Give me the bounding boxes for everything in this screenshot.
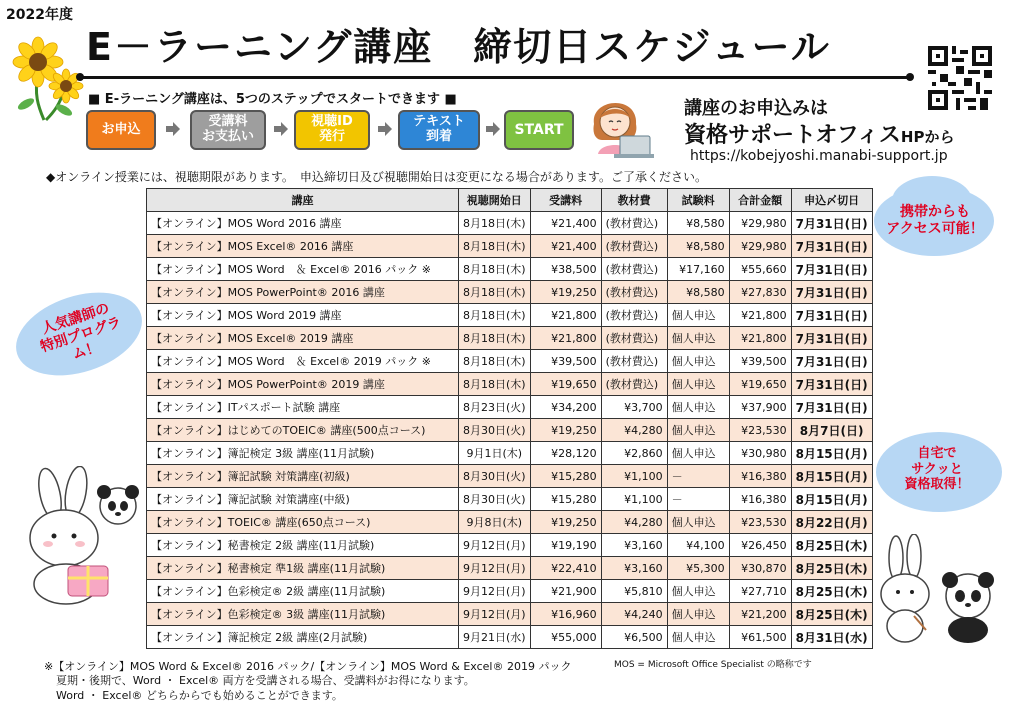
notice-text: ◆オンライン授業には、視聴期限があります。 申込締切日及び視聴開始日は変更になる場合があります。ご了承ください。 xyxy=(46,170,707,184)
cell-deadline: 8月25日(木) xyxy=(791,580,872,603)
cell-tuition: ¥21,400 xyxy=(530,212,601,235)
rabbit-panda-illustration xyxy=(20,466,146,606)
table-row xyxy=(147,419,873,442)
cell-total: ¥16,380 xyxy=(729,488,791,511)
cell-material: ¥2,860 xyxy=(601,442,667,465)
cell-exam-fee: 個人申込 xyxy=(667,419,729,442)
footnote-line-2: 夏期・後期で、Word ・ Excel® 両方を受講される場合、受講料がお得になります。 xyxy=(56,674,475,688)
cell-tuition: ¥15,280 xyxy=(530,488,601,511)
cell-total: ¥30,980 xyxy=(729,442,791,465)
step-label: 視聴ID 発行 xyxy=(311,114,353,144)
table-row xyxy=(147,258,873,281)
table-row xyxy=(147,580,873,603)
footnote-line-3: Word ・ Excel® どちらからでも始めることができます。 xyxy=(56,688,343,702)
cell-deadline: 8月25日(木) xyxy=(791,603,872,626)
cell-start-date: 8月18日(木) xyxy=(459,327,531,350)
cell-material: ¥4,280 xyxy=(601,419,667,442)
cell-total: ¥61,500 xyxy=(729,626,791,649)
mos-note: MOS = Microsoft Office Specialist の略称です xyxy=(614,660,812,670)
schedule-table xyxy=(146,188,873,649)
cell-material: (教材費込) xyxy=(601,212,667,235)
cell-exam-fee: ¥8,580 xyxy=(667,235,729,258)
arrow-right-icon xyxy=(166,122,180,136)
cell-tuition: ¥22,410 xyxy=(530,557,601,580)
cell-material: ¥4,240 xyxy=(601,603,667,626)
cell-start-date: 8月30日(火) xyxy=(459,419,531,442)
cell-exam-fee: 個人申込 xyxy=(667,304,729,327)
cell-tuition: ¥28,120 xyxy=(530,442,601,465)
sunflower-illustration xyxy=(4,34,84,122)
cell-start-date: 8月18日(木) xyxy=(459,212,531,235)
arrow-right-icon xyxy=(486,122,500,136)
cell-tuition: ¥39,500 xyxy=(530,350,601,373)
cell-deadline: 8月31日(水) xyxy=(791,626,872,649)
apply-heading: 講座のお申込みは xyxy=(684,98,828,119)
cell-tuition: ¥21,900 xyxy=(530,580,601,603)
cell-deadline: 8月22日(月) xyxy=(791,511,872,534)
column-header-start-date: 視聴開始日 xyxy=(459,189,531,212)
step-label: START xyxy=(514,121,564,138)
cell-start-date: 8月23日(火) xyxy=(459,396,531,419)
arrow-right-icon xyxy=(378,122,392,136)
cell-exam-fee: 個人申込 xyxy=(667,626,729,649)
cell-tuition: ¥21,800 xyxy=(530,327,601,350)
step-label: テキスト 到着 xyxy=(413,114,465,144)
footnote xyxy=(44,660,571,703)
cell-total: ¥23,530 xyxy=(729,511,791,534)
cell-tuition: ¥19,250 xyxy=(530,511,601,534)
cell-exam-fee: ¥8,580 xyxy=(667,212,729,235)
cell-start-date: 8月18日(木) xyxy=(459,258,531,281)
cell-tuition: ¥21,400 xyxy=(530,235,601,258)
cell-exam-fee: ¥8,580 xyxy=(667,281,729,304)
underline-dot-right xyxy=(906,73,914,81)
table-row xyxy=(147,534,873,557)
step-payment xyxy=(190,110,266,150)
table-row xyxy=(147,304,873,327)
cell-deadline: 8月15日(月) xyxy=(791,465,872,488)
cell-deadline: 7月31日(日) xyxy=(791,373,872,396)
cell-course: 【オンライン】MOS Word 2019 講座 xyxy=(147,304,459,327)
table-row xyxy=(147,350,873,373)
column-header-deadline: 申込〆切日 xyxy=(791,189,872,212)
table-row xyxy=(147,488,873,511)
cell-exam-fee: － xyxy=(667,465,729,488)
cell-exam-fee: 個人申込 xyxy=(667,396,729,419)
cell-start-date: 9月12日(月) xyxy=(459,603,531,626)
column-header-tuition: 受講料 xyxy=(530,189,601,212)
cell-material: (教材費込) xyxy=(601,350,667,373)
cell-total: ¥27,830 xyxy=(729,281,791,304)
cell-deadline: 7月31日(日) xyxy=(791,235,872,258)
cell-course: 【オンライン】TOEIC® 講座(650点コース) xyxy=(147,511,459,534)
rabbit-panda-right-illustration xyxy=(874,534,1002,644)
cell-course: 【オンライン】色彩検定® 2級 講座(11月試験) xyxy=(147,580,459,603)
cell-material: (教材費込) xyxy=(601,373,667,396)
cell-course: 【オンライン】簿記試験 対策講座(中級) xyxy=(147,488,459,511)
table-header-row xyxy=(147,189,873,212)
cell-exam-fee: 個人申込 xyxy=(667,580,729,603)
cell-deadline: 8月15日(月) xyxy=(791,488,872,511)
cell-total: ¥21,200 xyxy=(729,603,791,626)
cell-start-date: 9月1日(木) xyxy=(459,442,531,465)
cell-deadline: 8月25日(木) xyxy=(791,534,872,557)
cell-deadline: 8月7日(日) xyxy=(791,419,872,442)
cell-exam-fee: － xyxy=(667,488,729,511)
table-row xyxy=(147,396,873,419)
cell-start-date: 8月30日(火) xyxy=(459,465,531,488)
cell-total: ¥26,450 xyxy=(729,534,791,557)
table-row xyxy=(147,626,873,649)
cell-total: ¥29,980 xyxy=(729,212,791,235)
table-row xyxy=(147,442,873,465)
cell-exam-fee: 個人申込 xyxy=(667,327,729,350)
cell-course: 【オンライン】MOS Word ＆ Excel® 2019 パック ※ xyxy=(147,350,459,373)
cell-start-date: 8月18日(木) xyxy=(459,373,531,396)
column-header-total: 合計金額 xyxy=(729,189,791,212)
arrow-right-icon xyxy=(274,122,288,136)
cell-course: 【オンライン】MOS Excel® 2016 講座 xyxy=(147,235,459,258)
cell-start-date: 9月12日(月) xyxy=(459,580,531,603)
footnote-line-1: ※【オンライン】MOS Word & Excel® 2016 パック/【オンライン】MOS Word & Excel® 2019 パック xyxy=(44,660,572,673)
cell-total: ¥37,900 xyxy=(729,396,791,419)
cell-course: 【オンライン】秘書検定 2級 講座(11月試験) xyxy=(147,534,459,557)
table-row xyxy=(147,212,873,235)
cloud-home-text: 自宅で サクッと 資格取得！ xyxy=(904,446,970,493)
cell-exam-fee: 個人申込 xyxy=(667,603,729,626)
girl-laptop-illustration xyxy=(580,90,656,160)
cell-start-date: 9月21日(水) xyxy=(459,626,531,649)
cell-course: 【オンライン】ITパスポート試験 講座 xyxy=(147,396,459,419)
cell-course: 【オンライン】MOS PowerPoint® 2016 講座 xyxy=(147,281,459,304)
column-header-material: 教材費 xyxy=(601,189,667,212)
cell-total: ¥21,800 xyxy=(729,327,791,350)
underline-dot-left xyxy=(76,73,84,81)
office-name-suffix: HPから xyxy=(900,128,955,146)
cell-start-date: 8月18日(木) xyxy=(459,235,531,258)
cell-course: 【オンライン】簿記検定 2級 講座(2月試験) xyxy=(147,626,459,649)
cell-course: 【オンライン】MOS PowerPoint® 2019 講座 xyxy=(147,373,459,396)
cell-total: ¥21,800 xyxy=(729,304,791,327)
table-row xyxy=(147,465,873,488)
cell-course: 【オンライン】はじめてのTOEIC® 講座(500点コース) xyxy=(147,419,459,442)
table-row xyxy=(147,235,873,258)
cloud-mobile-text: 携帯からも アクセス可能！ xyxy=(886,204,984,237)
office-name-text: 資格サポートオフィス xyxy=(684,123,901,148)
cell-material: ¥3,160 xyxy=(601,557,667,580)
cell-tuition: ¥19,650 xyxy=(530,373,601,396)
qr-code-icon xyxy=(928,46,992,110)
cell-material: (教材費込) xyxy=(601,281,667,304)
cell-exam-fee: 個人申込 xyxy=(667,350,729,373)
cell-tuition: ¥19,250 xyxy=(530,281,601,304)
cell-tuition: ¥34,200 xyxy=(530,396,601,419)
cell-total: ¥30,870 xyxy=(729,557,791,580)
cell-tuition: ¥19,250 xyxy=(530,419,601,442)
cell-exam-fee: ¥17,160 xyxy=(667,258,729,281)
cell-tuition: ¥19,190 xyxy=(530,534,601,557)
cell-tuition: ¥21,800 xyxy=(530,304,601,327)
office-name xyxy=(684,118,954,149)
cell-deadline: 7月31日(日) xyxy=(791,281,872,304)
step-id-issue xyxy=(294,110,370,150)
cell-deadline: 7月31日(日) xyxy=(791,396,872,419)
cell-course: 【オンライン】秘書検定 準1級 講座(11月試験) xyxy=(147,557,459,580)
cell-exam-fee: 個人申込 xyxy=(667,442,729,465)
cell-deadline: 7月31日(日) xyxy=(791,258,872,281)
cell-total: ¥55,660 xyxy=(729,258,791,281)
cell-material: ¥4,280 xyxy=(601,511,667,534)
cell-exam-fee: 個人申込 xyxy=(667,511,729,534)
step-label: お申込 xyxy=(101,121,141,137)
step-label: 受講料 お支払い xyxy=(201,114,254,144)
cell-tuition: ¥38,500 xyxy=(530,258,601,281)
cell-exam-fee: ¥5,300 xyxy=(667,557,729,580)
cell-start-date: 9月8日(木) xyxy=(459,511,531,534)
cell-course: 【オンライン】MOS Excel® 2019 講座 xyxy=(147,327,459,350)
step-start xyxy=(504,110,574,150)
cell-tuition: ¥15,280 xyxy=(530,465,601,488)
table-row xyxy=(147,511,873,534)
steps-heading: ■ E-ラーニング講座は、5つのステップでスタートできます ■ xyxy=(88,92,457,107)
title-underline xyxy=(80,76,910,79)
office-url-link[interactable]: https://kobejyoshi.manabi-support.jp xyxy=(690,148,948,164)
cell-total: ¥27,710 xyxy=(729,580,791,603)
cell-total: ¥23,530 xyxy=(729,419,791,442)
cell-course: 【オンライン】MOS Word ＆ Excel® 2016 パック ※ xyxy=(147,258,459,281)
cell-material: ¥5,810 xyxy=(601,580,667,603)
cell-start-date: 8月18日(木) xyxy=(459,350,531,373)
page-title: E－ラーニング講座 締切日スケジュール xyxy=(86,25,831,69)
cloud-instructor-text: 人気講師の 特別プログラム！ xyxy=(38,300,124,363)
cell-tuition: ¥55,000 xyxy=(530,626,601,649)
cell-material: ¥1,100 xyxy=(601,488,667,511)
cell-course: 【オンライン】簿記試験 対策講座(初級) xyxy=(147,465,459,488)
cell-start-date: 8月30日(火) xyxy=(459,488,531,511)
table-row xyxy=(147,281,873,304)
table-row xyxy=(147,373,873,396)
cell-course: 【オンライン】MOS Word 2016 講座 xyxy=(147,212,459,235)
year-label: 2022年度 xyxy=(6,7,73,23)
cell-deadline: 8月25日(木) xyxy=(791,557,872,580)
cell-material: ¥3,160 xyxy=(601,534,667,557)
column-header-exam-fee: 試験料 xyxy=(667,189,729,212)
cell-material: ¥3,700 xyxy=(601,396,667,419)
cell-start-date: 8月18日(木) xyxy=(459,304,531,327)
cell-deadline: 7月31日(日) xyxy=(791,327,872,350)
step-text-arrival xyxy=(398,110,480,150)
cell-material: ¥1,100 xyxy=(601,465,667,488)
cell-deadline: 7月31日(日) xyxy=(791,350,872,373)
cell-material: (教材費込) xyxy=(601,304,667,327)
cell-start-date: 9月12日(月) xyxy=(459,534,531,557)
cell-material: (教材費込) xyxy=(601,235,667,258)
step-apply xyxy=(86,110,156,150)
cell-total: ¥16,380 xyxy=(729,465,791,488)
cell-deadline: 8月15日(月) xyxy=(791,442,872,465)
cell-course: 【オンライン】簿記検定 3級 講座(11月試験) xyxy=(147,442,459,465)
cell-deadline: 7月31日(日) xyxy=(791,212,872,235)
cell-start-date: 9月12日(月) xyxy=(459,557,531,580)
table-row xyxy=(147,603,873,626)
cell-material: (教材費込) xyxy=(601,258,667,281)
column-header-course: 講座 xyxy=(147,189,459,212)
cell-course: 【オンライン】色彩検定® 3級 講座(11月試験) xyxy=(147,603,459,626)
cell-total: ¥39,500 xyxy=(729,350,791,373)
table-row xyxy=(147,557,873,580)
cell-tuition: ¥16,960 xyxy=(530,603,601,626)
cell-exam-fee: 個人申込 xyxy=(667,373,729,396)
cell-total: ¥19,650 xyxy=(729,373,791,396)
cell-material: (教材費込) xyxy=(601,327,667,350)
table-row xyxy=(147,327,873,350)
cell-exam-fee: ¥4,100 xyxy=(667,534,729,557)
cell-material: ¥6,500 xyxy=(601,626,667,649)
cell-deadline: 7月31日(日) xyxy=(791,304,872,327)
cell-start-date: 8月18日(木) xyxy=(459,281,531,304)
cell-total: ¥29,980 xyxy=(729,235,791,258)
